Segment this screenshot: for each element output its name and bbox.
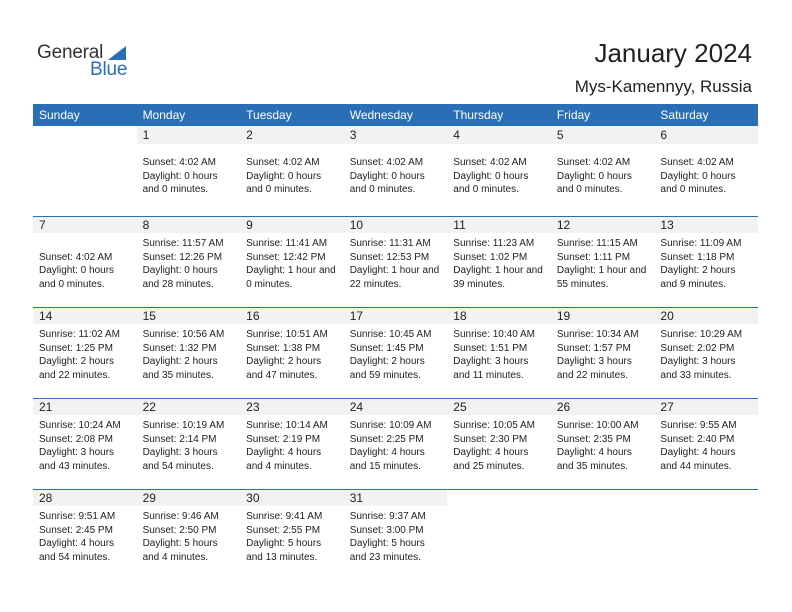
day-info-line	[39, 197, 137, 211]
day-info-line: Sunrise: 9:37 AM	[349, 511, 426, 522]
day-info-line	[39, 156, 137, 170]
day-info-line: Sunset: 4:02 AM	[246, 157, 320, 168]
day-info	[344, 415, 448, 473]
day-cell	[551, 399, 655, 489]
day-number: 29	[137, 490, 241, 506]
day-info-line	[39, 170, 137, 184]
day-number	[654, 490, 758, 506]
day-info-line: Sunset: 4:02 AM	[39, 251, 113, 263]
day-info-line: Daylight: 2 hours	[246, 356, 322, 367]
day-info-line: Daylight: 1 hour and	[246, 265, 336, 276]
day-info-line: Daylight: 4 hours	[453, 447, 529, 458]
day-info-line: 0 minutes.	[246, 278, 293, 290]
day-number: 31	[344, 490, 448, 506]
day-number: 25	[447, 399, 551, 415]
day-info-line: and 0 minutes.	[142, 184, 209, 195]
day-info-line: Daylight: 0 hours	[349, 170, 425, 182]
day-info-line: Sunset: 2:45 PM	[39, 524, 113, 536]
day-info-line	[350, 197, 448, 211]
day-cell	[344, 217, 448, 307]
day-info-line: Daylight: 0 hours	[660, 170, 736, 182]
day-info-line	[39, 183, 137, 197]
day-info-line	[660, 537, 758, 551]
day-number: 19	[551, 308, 655, 324]
day-info-line: and 54 minutes.	[142, 460, 214, 472]
day-info	[654, 233, 758, 291]
day-info-line: Sunset: 4:02 AM	[453, 157, 527, 168]
day-number: 13	[654, 217, 758, 233]
day-info-line	[39, 237, 137, 251]
day-info-line	[660, 197, 758, 211]
day-info	[137, 324, 241, 382]
day-info-line: Daylight: 3 hours	[453, 356, 529, 367]
day-info-line: Daylight: 1 hour and	[349, 265, 440, 276]
day-info-line: Sunrise: 10:00 AM	[556, 420, 639, 431]
day-info-line: Daylight: 0 hours	[453, 170, 529, 182]
day-info	[551, 324, 655, 382]
day-number	[447, 490, 551, 506]
day-info-line: Sunset: 1:18 PM	[660, 251, 735, 263]
day-info-line: and 0 minutes.	[660, 184, 727, 195]
day-info-line: Daylight: 2 hours	[660, 265, 736, 276]
day-info-line: Sunset: 1:32 PM	[142, 342, 217, 354]
week-row	[33, 216, 758, 307]
day-info-line: and 22 minutes.	[556, 369, 629, 381]
week-row	[33, 489, 758, 580]
day-number: 4	[447, 126, 551, 144]
day-info-line: 55 minutes.	[556, 278, 609, 290]
day-cell	[654, 126, 758, 216]
day-info-line: Daylight: 4 hours	[39, 538, 115, 549]
day-number: 16	[240, 308, 344, 324]
page-title: January 2024	[594, 38, 752, 68]
day-info-line: Sunrise: 10:45 AM	[349, 329, 432, 340]
day-info-line: Sunrise: 10:40 AM	[453, 329, 535, 340]
day-info-line: Daylight: 4 hours	[246, 447, 322, 458]
day-info-line	[246, 197, 344, 211]
day-info-line: and 23 minutes.	[349, 551, 421, 563]
day-info-line: Sunset: 1:02 PM	[453, 251, 528, 263]
day-number: 17	[344, 308, 448, 324]
day-info-line: Sunset: 4:02 AM	[660, 157, 734, 168]
day-cell	[654, 490, 758, 580]
day-number: 18	[447, 308, 551, 324]
day-info	[240, 144, 344, 210]
day-info	[137, 415, 241, 473]
day-info	[447, 233, 551, 291]
day-number: 8	[137, 217, 241, 233]
weekday-saturday: Saturday	[660, 108, 709, 122]
day-info-line: Sunrise: 10:19 AM	[142, 420, 225, 431]
day-info-line: and 11 minutes.	[453, 369, 524, 381]
day-info-line: Daylight: 0 hours	[39, 265, 115, 276]
day-number: 30	[240, 490, 344, 506]
day-info	[240, 324, 344, 382]
day-number	[551, 490, 655, 506]
day-info-line	[557, 537, 655, 551]
day-cell	[447, 217, 551, 307]
day-number: 11	[447, 217, 551, 233]
day-info	[654, 324, 758, 382]
day-cell	[654, 399, 758, 489]
day-info	[33, 233, 137, 291]
weekday-tuesday: Tuesday	[246, 108, 292, 122]
day-cell	[447, 399, 551, 489]
day-info	[447, 324, 551, 382]
day-cell	[137, 490, 241, 580]
day-number: 15	[137, 308, 241, 324]
day-info-line: Daylight: 3 hours	[142, 447, 218, 458]
day-number: 3	[344, 126, 448, 144]
day-info-line: Daylight: 0 hours	[142, 170, 218, 182]
day-info	[240, 415, 344, 473]
day-info-line: Sunrise: 9:51 AM	[39, 511, 116, 522]
day-info-line	[143, 197, 241, 211]
day-info	[344, 233, 448, 291]
week-row	[33, 126, 758, 216]
day-info-line	[453, 524, 551, 538]
day-info-line: and 15 minutes.	[349, 460, 421, 472]
weekday-friday: Friday	[556, 108, 591, 122]
day-info-line	[453, 197, 551, 211]
day-cell	[240, 308, 344, 398]
day-cell	[344, 490, 448, 580]
day-info	[137, 506, 241, 564]
day-info-line: Daylight: 2 hours	[349, 356, 425, 367]
day-info-line: Daylight: 4 hours	[349, 447, 425, 458]
day-info	[33, 506, 137, 564]
week-row	[33, 398, 758, 489]
day-info-line: Sunrise: 9:55 AM	[660, 420, 737, 431]
day-number: 7	[33, 217, 137, 233]
day-info-line: Sunrise: 10:09 AM	[349, 420, 432, 431]
day-info	[447, 506, 551, 564]
day-number: 27	[654, 399, 758, 415]
day-info-line: Sunset: 2:30 PM	[453, 433, 528, 445]
day-info-line: Sunset: 1:57 PM	[556, 342, 631, 354]
day-info-line: Sunset: 2:35 PM	[556, 433, 631, 445]
day-info-line: Sunrise: 9:46 AM	[142, 511, 219, 522]
day-number: 6	[654, 126, 758, 144]
day-info-line: Daylight: 5 hours	[349, 538, 425, 549]
day-info	[344, 324, 448, 382]
day-info-line: Sunset: 4:02 AM	[556, 157, 631, 168]
day-info-line: and 33 minutes.	[660, 369, 732, 381]
day-info-line: 39 minutes.	[453, 278, 505, 290]
day-info-line: and 28 minutes.	[142, 278, 214, 290]
day-info	[551, 144, 655, 210]
day-info	[447, 415, 551, 473]
day-cell	[137, 217, 241, 307]
day-info	[344, 506, 448, 564]
weekday-sunday: Sunday	[39, 108, 80, 122]
day-info	[240, 506, 344, 564]
day-info-line: Sunset: 2:19 PM	[246, 433, 321, 445]
day-number: 14	[33, 308, 137, 324]
day-info	[551, 506, 655, 564]
day-info-line: Daylight: 0 hours	[142, 265, 218, 276]
day-cell	[33, 399, 137, 489]
day-info-line: Daylight: 3 hours	[660, 356, 736, 367]
day-info-line: Sunset: 2:50 PM	[142, 524, 217, 536]
day-info-line: Sunset: 12:53 PM	[349, 251, 430, 263]
day-info	[137, 233, 241, 291]
day-info-line: Sunrise: 11:02 AM	[39, 329, 120, 340]
week-row	[33, 307, 758, 398]
day-info-line: Sunset: 2:02 PM	[660, 342, 735, 354]
day-cell	[654, 308, 758, 398]
day-info-line: Sunrise: 10:05 AM	[453, 420, 535, 431]
day-number: 2	[240, 126, 344, 144]
day-number: 5	[551, 126, 655, 144]
day-cell	[654, 217, 758, 307]
day-cell	[447, 490, 551, 580]
day-info-line: Sunset: 1:38 PM	[246, 342, 321, 354]
day-cell	[240, 399, 344, 489]
day-cell	[551, 217, 655, 307]
logo-blue-text: Blue	[90, 59, 128, 80]
day-info-line: Sunset: 2:14 PM	[142, 433, 217, 445]
day-info-line	[453, 537, 551, 551]
location-subtitle: Mys-Kamennyy, Russia	[574, 77, 752, 96]
day-info-line	[557, 197, 655, 211]
day-info-line	[453, 510, 551, 524]
day-info-line: Sunrise: 10:29 AM	[660, 329, 743, 340]
day-info-line: Sunset: 12:26 PM	[142, 251, 223, 263]
day-info-line: Sunset: 1:25 PM	[39, 342, 113, 354]
day-info-line: Sunset: 2:08 PM	[39, 433, 113, 445]
day-cell	[137, 126, 241, 216]
day-info-line: and 35 minutes.	[142, 369, 214, 381]
day-number: 26	[551, 399, 655, 415]
day-info-line: and 13 minutes.	[246, 551, 318, 563]
day-number: 24	[344, 399, 448, 415]
day-info-line: Sunrise: 11:57 AM	[142, 238, 224, 249]
day-info-line: Sunrise: 10:34 AM	[556, 329, 639, 340]
day-cell	[344, 399, 448, 489]
day-cell	[551, 490, 655, 580]
day-info-line: Daylight: 3 hours	[556, 356, 632, 367]
day-info	[551, 233, 655, 291]
day-info-line: Daylight: 0 hours	[556, 170, 632, 182]
day-info-line	[557, 510, 655, 524]
day-info-line: Sunset: 12:42 PM	[246, 251, 326, 263]
day-info-line: and 0 minutes.	[39, 278, 105, 290]
day-info	[33, 324, 137, 382]
day-cell	[447, 126, 551, 216]
day-info-line: Daylight: 1 hour and	[556, 265, 647, 276]
day-info-line: Sunrise: 9:41 AM	[246, 511, 323, 522]
day-info-line: Sunset: 2:40 PM	[660, 433, 735, 445]
day-info-line: Sunrise: 11:23 AM	[453, 238, 535, 249]
day-info-line	[660, 551, 758, 565]
day-cell	[344, 126, 448, 216]
day-info-line: Daylight: 4 hours	[660, 447, 736, 458]
day-info-line: Sunrise: 10:14 AM	[246, 420, 328, 431]
generalblue-logo	[37, 42, 137, 82]
day-info-line: Sunrise: 11:15 AM	[556, 238, 638, 249]
day-info-line: Sunset: 2:55 PM	[246, 524, 321, 536]
day-info-line: Sunrise: 11:41 AM	[246, 238, 328, 249]
day-info-line	[660, 510, 758, 524]
day-info-line: Sunset: 4:02 AM	[142, 157, 216, 168]
day-number: 20	[654, 308, 758, 324]
day-info-line: and 4 minutes.	[142, 551, 209, 563]
day-info	[447, 144, 551, 210]
day-info	[33, 415, 137, 473]
day-info-line: Sunset: 3:00 PM	[349, 524, 424, 536]
day-info-line: Sunrise: 11:31 AM	[349, 238, 431, 249]
day-info-line: 22 minutes.	[349, 278, 402, 290]
day-info-line: and 4 minutes.	[246, 460, 312, 472]
day-info-line: Sunrise: 10:24 AM	[39, 420, 121, 431]
day-info-line	[660, 524, 758, 538]
day-info-line: Sunset: 1:11 PM	[556, 251, 631, 263]
day-number	[33, 126, 137, 144]
day-info-line: Daylight: 2 hours	[142, 356, 218, 367]
day-info-line: Sunrise: 11:09 AM	[660, 238, 742, 249]
day-cell	[137, 308, 241, 398]
day-cell	[33, 308, 137, 398]
weekday-monday: Monday	[142, 108, 186, 122]
day-info-line: Daylight: 4 hours	[556, 447, 632, 458]
day-info-line: Sunset: 1:45 PM	[349, 342, 424, 354]
day-info	[240, 233, 344, 291]
day-info-line: Daylight: 3 hours	[39, 447, 115, 458]
day-cell	[551, 308, 655, 398]
weekday-wednesday: Wednesday	[349, 108, 413, 122]
day-cell	[240, 217, 344, 307]
day-info-line: Daylight: 5 hours	[142, 538, 218, 549]
day-info-line: and 0 minutes.	[453, 184, 519, 195]
weeks-container	[33, 126, 758, 580]
day-info-line: Sunrise: 10:56 AM	[142, 329, 225, 340]
day-info-line: Daylight: 2 hours	[39, 356, 115, 367]
day-info-line: and 9 minutes.	[660, 278, 727, 290]
day-info	[137, 144, 241, 210]
day-info-line	[557, 524, 655, 538]
day-cell	[33, 126, 137, 216]
day-cell	[33, 490, 137, 580]
day-cell	[551, 126, 655, 216]
day-number: 10	[344, 217, 448, 233]
day-cell	[240, 490, 344, 580]
day-info-line: and 47 minutes.	[246, 369, 318, 381]
calendar-grid	[33, 104, 758, 580]
day-number: 22	[137, 399, 241, 415]
day-info	[33, 144, 137, 210]
day-info-line: and 25 minutes.	[453, 460, 525, 472]
day-info-line: and 44 minutes.	[660, 460, 732, 472]
day-info-line: and 54 minutes.	[39, 551, 111, 563]
logo-triangle-icon	[108, 46, 126, 60]
day-info-line: Sunset: 2:25 PM	[349, 433, 424, 445]
day-number: 1	[137, 126, 241, 144]
day-number: 12	[551, 217, 655, 233]
day-info-line: and 59 minutes.	[349, 369, 421, 381]
day-cell	[137, 399, 241, 489]
day-info-line: and 35 minutes.	[556, 460, 629, 472]
day-info	[344, 144, 448, 210]
day-info	[654, 506, 758, 564]
weekday-thursday: Thursday	[453, 108, 504, 122]
day-info-line: and 0 minutes.	[246, 184, 312, 195]
weekday-header	[33, 104, 758, 126]
day-cell	[240, 126, 344, 216]
day-info-line: Daylight: 0 hours	[246, 170, 322, 182]
day-info	[551, 415, 655, 473]
day-cell	[33, 217, 137, 307]
day-cell	[447, 308, 551, 398]
day-number: 9	[240, 217, 344, 233]
logo-general-text: General	[37, 42, 104, 63]
day-info-line	[557, 551, 655, 565]
day-cell	[344, 308, 448, 398]
day-info-line: Sunset: 1:51 PM	[453, 342, 528, 354]
day-info-line	[453, 551, 551, 565]
day-number: 23	[240, 399, 344, 415]
day-info-line: and 0 minutes.	[349, 184, 416, 195]
day-info-line: Sunset: 4:02 AM	[349, 157, 424, 168]
day-info	[654, 415, 758, 473]
day-number: 21	[33, 399, 137, 415]
day-number: 28	[33, 490, 137, 506]
day-info-line: and 22 minutes.	[39, 369, 111, 381]
day-info-line: Daylight: 5 hours	[246, 538, 322, 549]
day-info-line: Sunrise: 10:51 AM	[246, 329, 328, 340]
day-info-line: Daylight: 1 hour and	[453, 265, 543, 276]
day-info	[654, 144, 758, 210]
day-info-line: and 0 minutes.	[556, 184, 623, 195]
day-info-line: and 43 minutes.	[39, 460, 111, 472]
